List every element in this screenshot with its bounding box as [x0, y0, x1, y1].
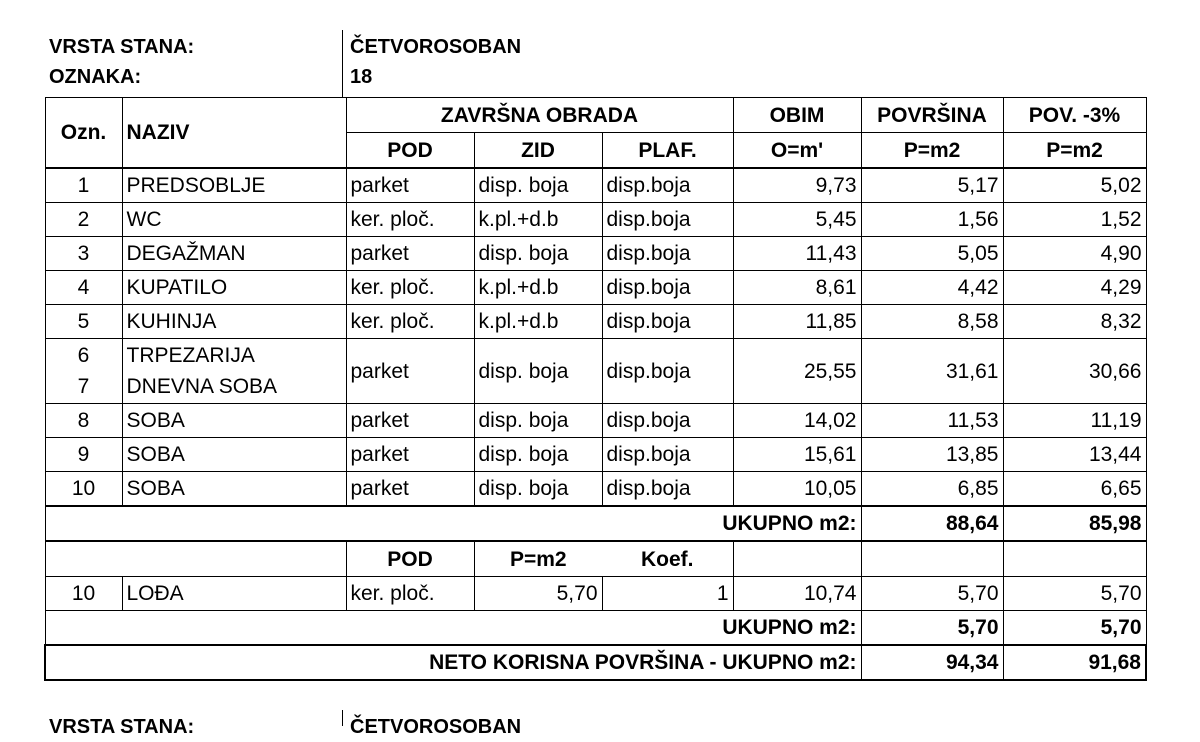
cell-povrsina: 6,85 — [861, 472, 1003, 507]
cell-ozn: 4 — [45, 271, 122, 305]
cell-povrsina: 31,61 — [861, 339, 1003, 404]
cell-zid: k.pl.+d.b — [474, 203, 602, 237]
cell-povrsina: 11,53 — [861, 404, 1003, 438]
loggia-header-row — [45, 541, 1146, 577]
cell-plaf: disp.boja — [602, 237, 733, 271]
cell-pov3: 11,19 — [1003, 404, 1146, 438]
cell-obim: 15,61 — [733, 438, 861, 472]
cell-pod: ker. ploč. — [346, 577, 474, 611]
cell-povrsina: 1,56 — [861, 203, 1003, 237]
cell-pod: parket — [346, 339, 474, 404]
cell-pod: ker. ploč. — [346, 271, 474, 305]
cell-pod: ker. ploč. — [346, 203, 474, 237]
cell-povrsina: 5,70 — [861, 577, 1003, 611]
col-finish: ZAVRŠNA OBRADA — [346, 98, 733, 133]
cell-koef: 1 — [602, 577, 733, 611]
cell-pod: parket — [346, 404, 474, 438]
subtotal-pov3: 5,70 — [1003, 611, 1146, 646]
cell-plaf: disp.boja — [602, 404, 733, 438]
cell-povrsina: 5,05 — [861, 237, 1003, 271]
col-povrsina: POVRŠINA — [861, 98, 1003, 133]
col-pov3: POV. -3% — [1003, 98, 1146, 133]
cell-ozn: 9 — [45, 438, 122, 472]
cell-ozn: 10 — [45, 577, 122, 611]
cell-naziv: SOBA — [122, 438, 346, 472]
cell-naziv: DEGAŽMAN — [122, 237, 346, 271]
table-row — [45, 305, 1146, 339]
cell-naziv: KUPATILO — [122, 271, 346, 305]
loggia-col-koef: Koef. — [602, 541, 733, 577]
col-pod: POD — [346, 133, 474, 169]
header-row-1 — [45, 98, 1146, 133]
cell-plaf: disp.boja — [602, 168, 733, 203]
cell-ozn: 5 — [45, 305, 122, 339]
subtotal-row — [45, 506, 1146, 541]
cell-plaf: disp.boja — [602, 472, 733, 507]
subtotal-label: UKUPNO m2: — [45, 506, 861, 541]
cell-naziv: WC — [122, 203, 346, 237]
cell-ozn: 2 — [45, 203, 122, 237]
cell-ozn: 8 — [45, 404, 122, 438]
subtotal-pov3: 85,98 — [1003, 506, 1146, 541]
col-plaf: PLAF. — [602, 133, 733, 169]
blank-cell — [45, 541, 346, 577]
col-naziv: NAZIV — [122, 98, 346, 169]
blank-cell — [733, 541, 861, 577]
next-type-label: VRSTA STANA: — [49, 716, 195, 738]
cell-zid: k.pl.+d.b — [474, 271, 602, 305]
cell-obim: 5,45 — [733, 203, 861, 237]
subtotal-row — [45, 611, 1146, 646]
table-row — [45, 472, 1146, 507]
total-label: NETO KORISNA POVRŠINA - UKUPNO m2: — [45, 645, 861, 680]
cell-zid: disp. boja — [474, 168, 602, 203]
col-zid: ZID — [474, 133, 602, 169]
cell-plaf: disp.boja — [602, 305, 733, 339]
cell-obim: 25,55 — [733, 339, 861, 404]
next-header-divider — [342, 710, 343, 726]
cell-pod: parket — [346, 472, 474, 507]
cell-ozn-a: 6 — [77, 344, 90, 367]
cell-povrsina: 13,85 — [861, 438, 1003, 472]
blank-cell — [861, 541, 1003, 577]
mark-value: 18 — [350, 66, 373, 88]
cell-ozn: 10 — [45, 472, 122, 507]
cell-povrsina: 5,17 — [861, 168, 1003, 203]
cell-pov3: 1,52 — [1003, 203, 1146, 237]
cell-obim: 14,02 — [733, 404, 861, 438]
cell-povrsina: 8,58 — [861, 305, 1003, 339]
cell-ozn: 1 — [45, 168, 122, 203]
col-obim: OBIM — [733, 98, 861, 133]
cell-zid: disp. boja — [474, 404, 602, 438]
col-ozn: Ozn. — [45, 98, 122, 169]
cell-pod: parket — [346, 237, 474, 271]
cell-zid: disp. boja — [474, 237, 602, 271]
cell-obim: 8,61 — [733, 271, 861, 305]
cell-pov3: 8,32 — [1003, 305, 1146, 339]
next-type-value: ČETVOROSOBAN — [350, 716, 522, 738]
col-povrsina-unit: P=m2 — [861, 133, 1003, 169]
type-value: ČETVOROSOBAN — [350, 36, 522, 58]
type-label: VRSTA STANA: — [49, 36, 195, 58]
cell-plaf: disp.boja — [602, 203, 733, 237]
subtotal-label: UKUPNO m2: — [45, 611, 861, 646]
room-table — [44, 97, 1147, 681]
cell-pov3: 13,44 — [1003, 438, 1146, 472]
cell-pod: parket — [346, 168, 474, 203]
cell-obim: 10,74 — [733, 577, 861, 611]
cell-pod: ker. ploč. — [346, 305, 474, 339]
loggia-col-p: P=m2 — [474, 541, 602, 577]
total-row — [45, 645, 1146, 680]
cell-naziv: SOBA — [122, 404, 346, 438]
table-row — [45, 168, 1146, 203]
cell-naziv — [122, 339, 346, 404]
cell-pov3: 5,02 — [1003, 168, 1146, 203]
table-row — [45, 203, 1146, 237]
table-row — [45, 577, 1146, 611]
cell-ozn — [45, 339, 122, 404]
cell-pod: parket — [346, 438, 474, 472]
cell-obim: 11,85 — [733, 305, 861, 339]
cell-pov3: 6,65 — [1003, 472, 1146, 507]
cell-obim: 10,05 — [733, 472, 861, 507]
table-row — [45, 271, 1146, 305]
cell-pov3: 4,29 — [1003, 271, 1146, 305]
cell-naziv-a: TRPEZARIJA — [126, 344, 255, 367]
subtotal-povrsina: 5,70 — [861, 611, 1003, 646]
cell-naziv: KUHINJA — [122, 305, 346, 339]
cell-plaf: disp.boja — [602, 271, 733, 305]
mark-label: OZNAKA: — [49, 66, 142, 88]
table-row — [45, 438, 1146, 472]
cell-naziv-b: DNEVNA SOBA — [126, 375, 278, 398]
loggia-col-pod: POD — [346, 541, 474, 577]
table-row — [45, 339, 1146, 404]
cell-naziv: LOĐA — [122, 577, 346, 611]
cell-obim: 9,73 — [733, 168, 861, 203]
cell-ozn-b: 7 — [77, 375, 90, 398]
table-row — [45, 404, 1146, 438]
cell-plaf: disp.boja — [602, 438, 733, 472]
total-pov3: 91,68 — [1003, 645, 1146, 680]
cell-ozn: 3 — [45, 237, 122, 271]
cell-pov3: 30,66 — [1003, 339, 1146, 404]
cell-naziv: PREDSOBLJE — [122, 168, 346, 203]
cell-zid: disp. boja — [474, 339, 602, 404]
subtotal-povrsina: 88,64 — [861, 506, 1003, 541]
cell-povrsina: 4,42 — [861, 271, 1003, 305]
cell-p: 5,70 — [474, 577, 602, 611]
cell-zid: disp. boja — [474, 438, 602, 472]
blank-cell — [1003, 541, 1146, 577]
cell-zid: disp. boja — [474, 472, 602, 507]
cell-naziv: SOBA — [122, 472, 346, 507]
table-row — [45, 237, 1146, 271]
header-divider — [342, 30, 343, 97]
col-obim-unit: O=m' — [733, 133, 861, 169]
cell-plaf: disp.boja — [602, 339, 733, 404]
total-povrsina: 94,34 — [861, 645, 1003, 680]
cell-pov3: 4,90 — [1003, 237, 1146, 271]
col-pov3-unit: P=m2 — [1003, 133, 1146, 169]
cell-pov3: 5,70 — [1003, 577, 1146, 611]
cell-zid: k.pl.+d.b — [474, 305, 602, 339]
cell-obim: 11,43 — [733, 237, 861, 271]
